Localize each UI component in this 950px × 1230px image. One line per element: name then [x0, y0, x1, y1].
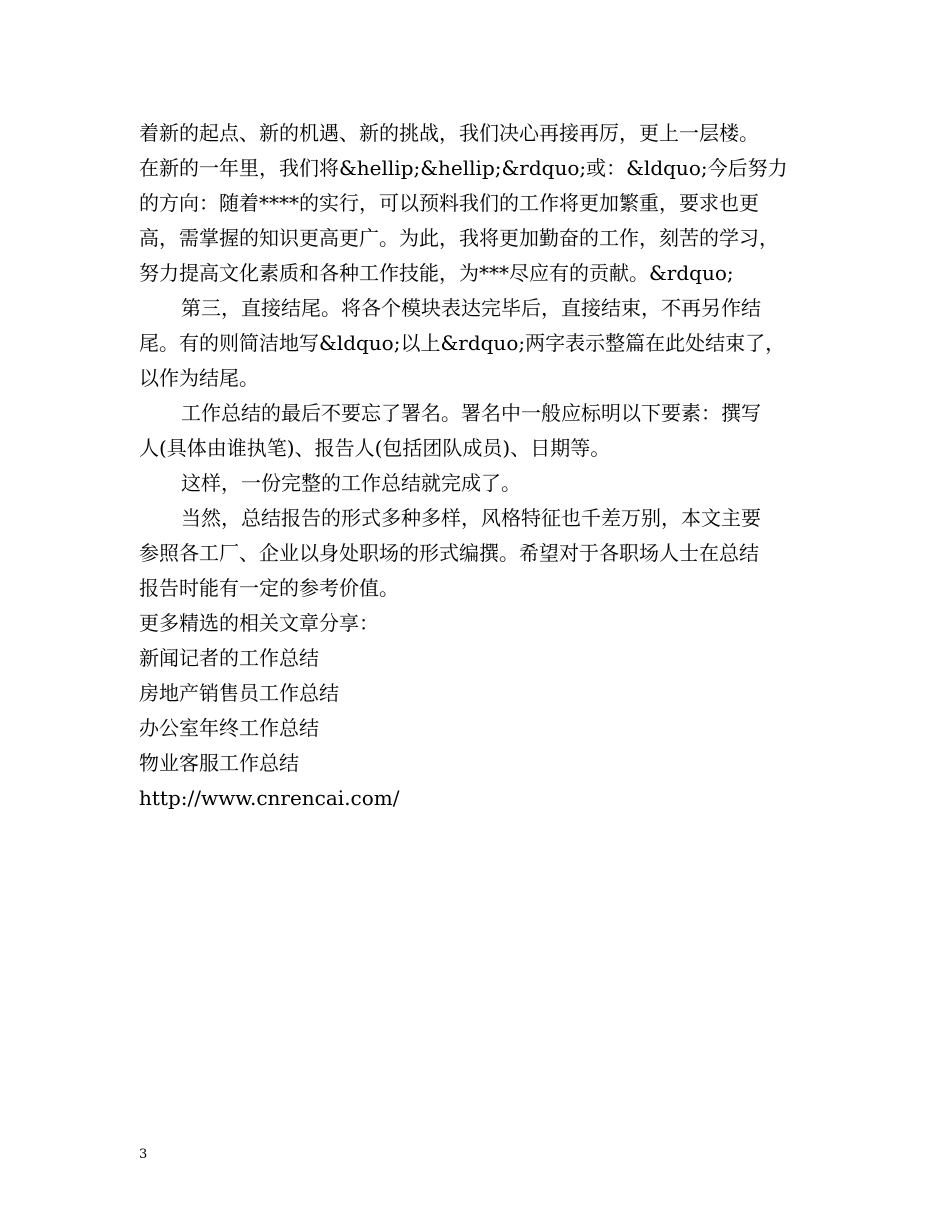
- text-line: 高，需掌握的知识更高更广。为此，我将更加勤奋的工作，刻苦的学习，: [139, 226, 779, 250]
- paragraph-conclusion: [139, 501, 819, 606]
- text-line: 在新的一年里，我们将&hellip;&hellip;&rdquo;或：&ldquo;今后努力: [139, 156, 788, 180]
- text-line: 着新的起点、新的机遇、新的挑战，我们决心再接再厉，更上一层楼。: [139, 121, 759, 145]
- text-line: 参照各工厂、企业以身处职场的形式编撰。希望对于各职场人士在总结: [139, 541, 759, 565]
- page-number: 3: [139, 1147, 148, 1162]
- text-line: 工作总结的最后不要忘了署名。署名中一般应标明以下要素：撰写: [181, 401, 761, 425]
- related-article-item: 办公室年终工作总结: [139, 716, 319, 740]
- text-line: 努力提高文化素质和各种工作技能，为***尽应有的贡献。&rdquo;: [139, 261, 734, 285]
- text-line: 尾。有的则简洁地写&ldquo;以上&rdquo;两字表示整篇在此处结束了，: [139, 331, 786, 355]
- related-article-item: 房地产销售员工作总结: [139, 681, 339, 705]
- paragraph-signature: [139, 396, 819, 466]
- source-url: http://www.cnrencai.com/: [139, 786, 400, 810]
- paragraph-complete: [139, 466, 819, 501]
- text-line: 人(具体由谁执笔)、报告人(包括团队成员)、日期等。: [139, 436, 611, 460]
- paragraph-closing-remarks: [139, 116, 819, 291]
- document-body: [139, 116, 819, 816]
- related-article-item: 物业客服工作总结: [139, 751, 299, 775]
- related-articles-heading: 更多精选的相关文章分享：: [139, 611, 379, 635]
- text-line: 报告时能有一定的参考价值。: [139, 576, 399, 600]
- paragraph-direct-ending: [139, 291, 819, 396]
- related-article-item: 新闻记者的工作总结: [139, 646, 319, 670]
- text-line: 的方向：随着****的实行，可以预料我们的工作将更加繁重，要求也更: [139, 191, 759, 215]
- text-line: 这样，一份完整的工作总结就完成了。: [181, 471, 521, 495]
- text-line: 当然，总结报告的形式多种多样，风格特征也千差万别，本文主要: [181, 506, 761, 530]
- related-articles: [139, 606, 819, 781]
- text-line: 以作为结尾。: [139, 366, 259, 390]
- text-line: 第三，直接结尾。将各个模块表达完毕后，直接结束，不再另作结: [181, 296, 761, 320]
